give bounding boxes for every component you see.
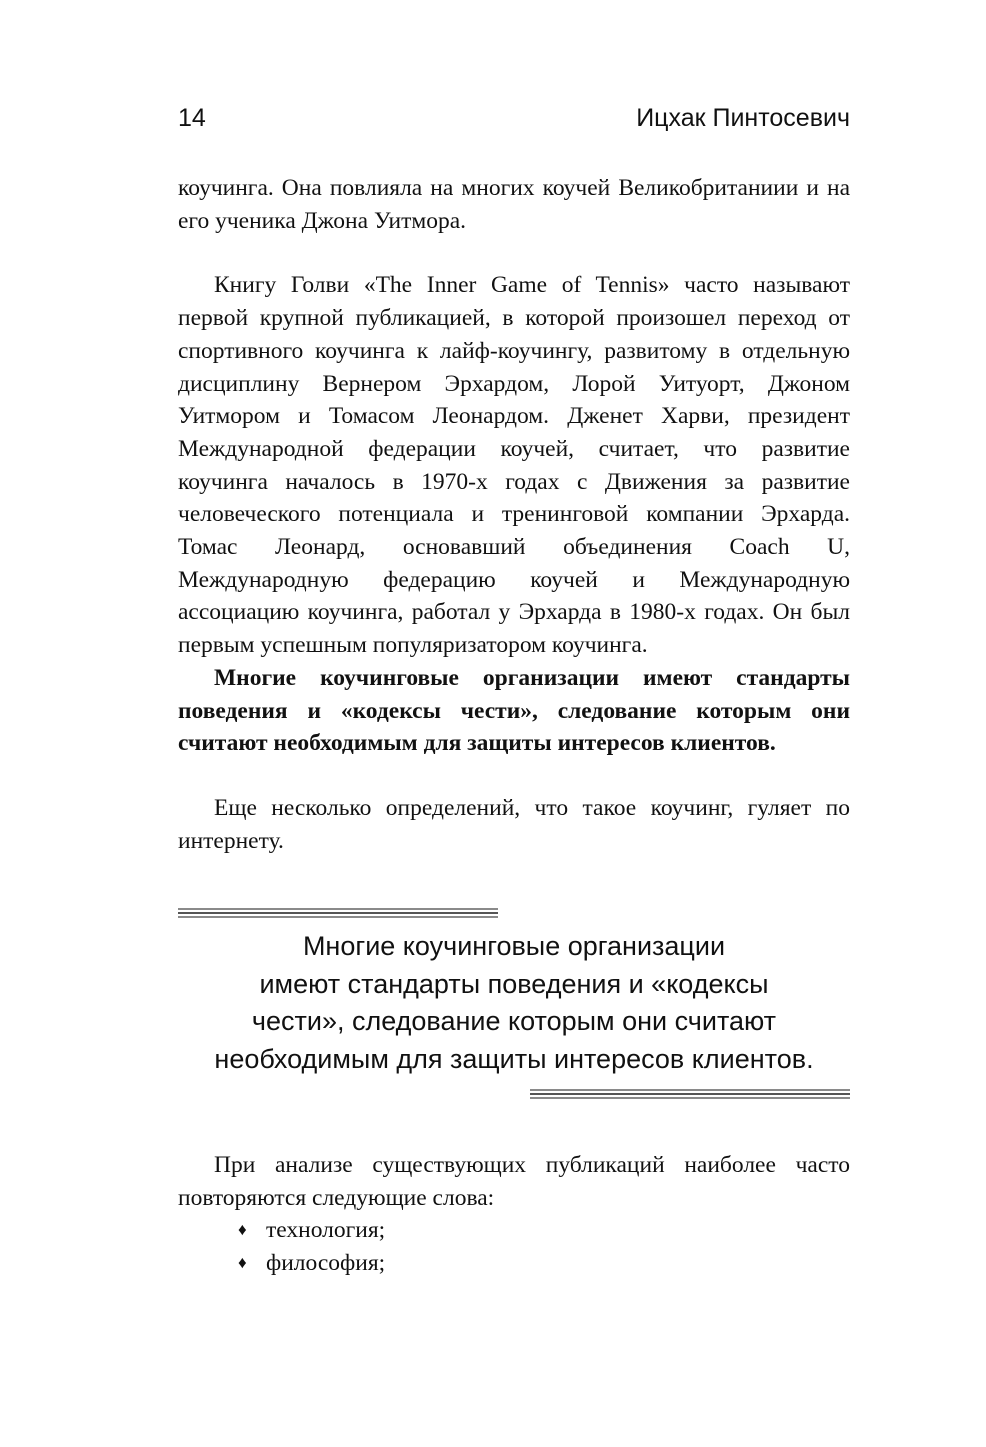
pull-quote-line: Многие коучинговые организации xyxy=(302,931,726,961)
page-header xyxy=(178,104,850,144)
pull-quote-line: имеют стандарты поведения и «кодексы xyxy=(259,968,769,999)
pull-quote-top-rule xyxy=(178,908,498,918)
paragraph-continuation: коучинга. Она повлияла на многих коучей Великобританиии и на его ученика Джона Уитмора. xyxy=(178,175,850,234)
list-item xyxy=(178,1247,850,1280)
paragraph-analysis: При анализе существующих публикаций наиболее часто повторяются следующие слова: xyxy=(178,1152,850,1211)
keyword-list xyxy=(178,1214,850,1279)
pull-quote-bottom-rule xyxy=(530,1089,850,1099)
running-head-author: Ицхак Пинтосевич xyxy=(636,104,850,132)
diamond-bullet-icon: ♦ xyxy=(238,1220,247,1240)
text-block-bottom xyxy=(178,1149,850,1280)
list-item-text: философия; xyxy=(266,1250,386,1277)
list-item xyxy=(178,1214,850,1247)
pull-quote xyxy=(178,928,850,1078)
pull-quote-line: чести», следование которым они считают xyxy=(251,1006,777,1036)
paragraph-definitions: Еще несколько определений, что такое коучинг, гуляет по интернету. xyxy=(178,794,850,854)
pull-quote-line: необходимым для защиты интересов клиентов. xyxy=(214,1043,814,1074)
paragraph-bold-statement: Многие коучинговые организации имеют стандарты поведения и «кодексы чести», следование которым они считают необходимым для защиты интересов клиентов. xyxy=(178,664,850,757)
text-block-top xyxy=(178,172,850,857)
diamond-bullet-icon: ♦ xyxy=(238,1253,247,1273)
page-number: 14 xyxy=(178,104,206,132)
list-item-text: технология; xyxy=(266,1217,386,1244)
paragraph-history: Книгу Голви «The Inner Game of Tennis» часто называют первой крупной публикацией, в которой произошел переход от спортивного коучинга к лайф-коучингу, развитому в отдельную дисциплину Вернером Эрхардом, Лорой Уитуорт, Джоном Уитмором и Томасом Леонардом. Дженет Харви, президент Международной федерации коучей, считает, что развитие коучинга началось в 1970-х годах с Движения за развитие человеческого потенциала и тренинговой компании Эрхарда. Томас Леонард, основавший объединения Coach U, Международную федерацию коучей и Международную ассоциацию коучинга, работал у Эрхарда в 1980-х годах. Он был первым успешным популяризатором коучинга. xyxy=(178,272,850,659)
